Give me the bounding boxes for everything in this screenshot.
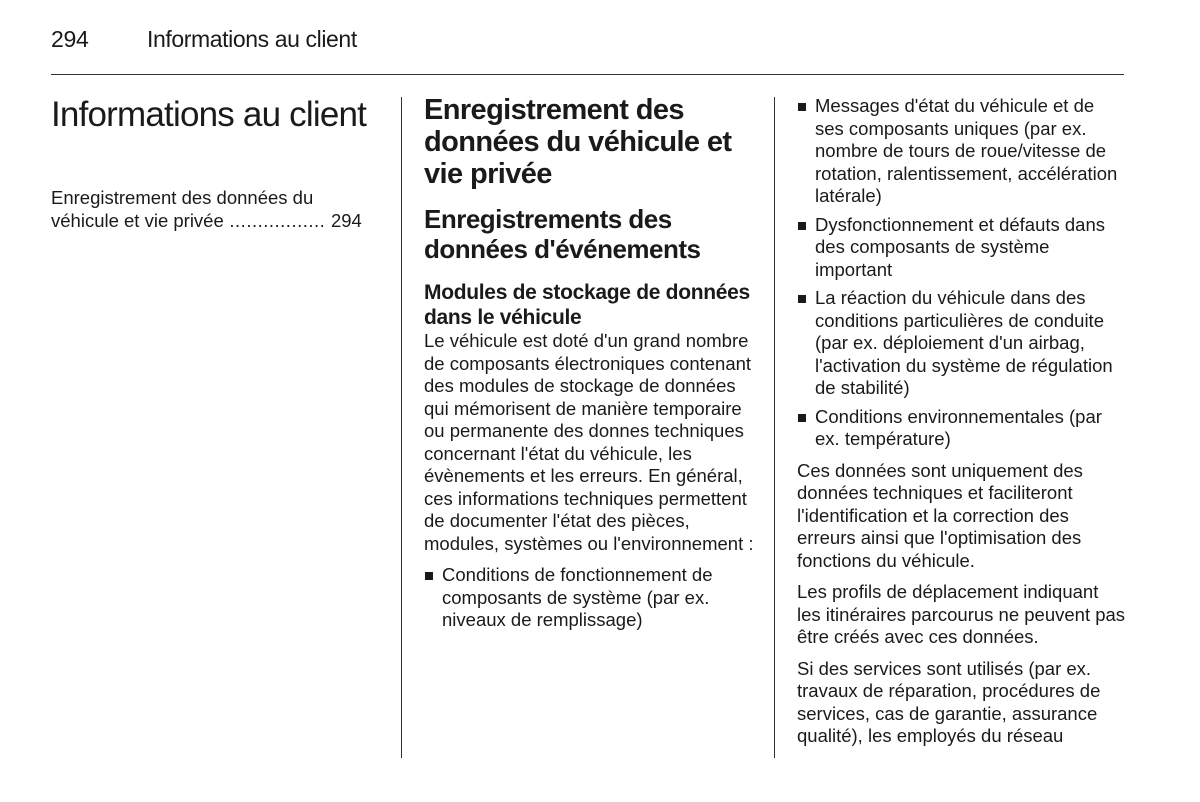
- subsection-heading: Enregistrements des données d'événements: [424, 204, 701, 264]
- toc-entry[interactable]: [51, 186, 386, 232]
- column-divider-right: [774, 97, 775, 758]
- column-divider-left: [401, 97, 402, 758]
- body-paragraph: Les profils de déplacement indiquant les itinéraires parcourus ne peuvent pas être créés avec ces données.: [797, 581, 1126, 647]
- page-header: [51, 26, 357, 56]
- list-item: La réaction du véhicule dans des conditions particulières de conduite (par ex. déploiement d'un airbag, l'activation du système de régulation de stabilité): [797, 287, 1127, 400]
- toc-page-number: 294: [330, 210, 362, 231]
- list-item: Messages d'état du véhicule et de ses composants uniques (par ex. nombre de tours de roue/vitesse de rotation, ralentissement, accélération latérale): [797, 95, 1127, 208]
- toc-entry-line2: [51, 209, 386, 232]
- body-paragraph: Ces données sont uniquement des données techniques et faciliteront l'identification et la correction des erreurs ainsi que l'optimisation des fonctions du véhicule.: [797, 459, 1083, 571]
- list-item: Conditions environnementales (par ex. température): [797, 406, 1127, 451]
- body-paragraph: Si des services sont utilisés (par ex. travaux de réparation, procédures de services, cas de garantie, assurance qualité), les employés du réseau: [797, 657, 1101, 746]
- subsubsection-heading: Modules de stockage de données dans le véhicule: [424, 281, 750, 329]
- toc-entry-line1: Enregistrement des données du: [51, 187, 314, 208]
- right-column: [797, 95, 1127, 757]
- chapter-heading: Informations au client: [51, 95, 367, 134]
- list-item: Conditions de fonctionnement de composants de système (par ex. niveaux de remplissage): [424, 564, 754, 632]
- toc-leader-dots: .................: [223, 210, 331, 231]
- left-column: [51, 92, 386, 232]
- section-heading: Enregistrement des données du véhicule et vie privée: [424, 94, 732, 190]
- page-number: 294: [51, 26, 89, 52]
- middle-column: [424, 92, 754, 641]
- table-of-contents: [51, 186, 386, 232]
- header-divider: [51, 74, 1124, 75]
- toc-entry-text: véhicule et vie privée: [51, 210, 224, 231]
- intro-paragraph: Le véhicule est doté d'un grand nombre de composants électroniques contenant des modules de stockage de données qui mémorisent de manière temporaire ou permanente des donnes techniques concernant l'état du véhicule, les évènements et les erreurs. En général, ces informations techniques permettent de documenter l'état des pièces, modules, systèmes ou l'environnement :: [424, 330, 754, 554]
- bullet-list: [797, 95, 1127, 451]
- bullet-list: [424, 564, 754, 632]
- chapter-title: Informations au client: [147, 26, 357, 52]
- list-item: Dysfonctionnement et défauts dans des composants de système important: [797, 214, 1127, 282]
